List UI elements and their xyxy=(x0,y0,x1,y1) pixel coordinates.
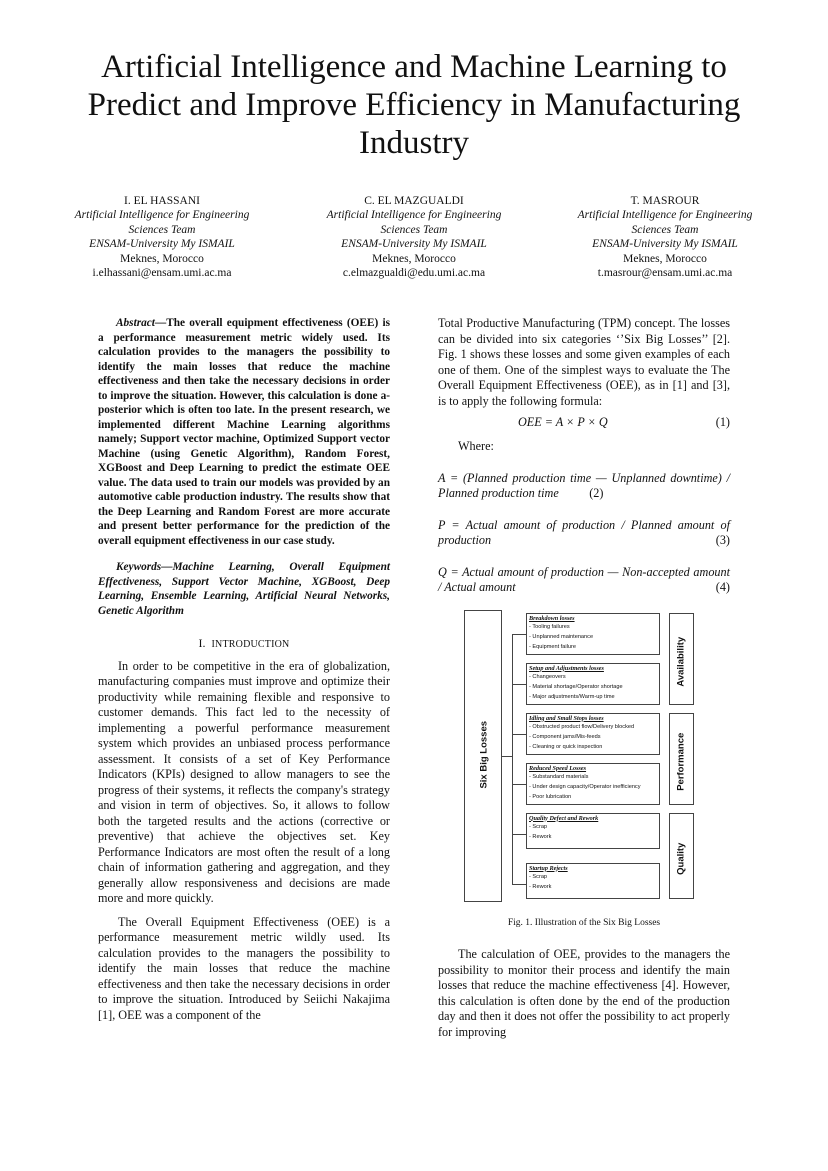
category-item: - Under design capacity/Operator inefficiency xyxy=(529,783,659,793)
equation-expression: P = Actual amount of production / Planned amount of production xyxy=(438,517,730,547)
author-affiliation: Sciences Team xyxy=(631,223,699,236)
group-performance xyxy=(669,713,694,805)
category-item: - Obstructed product flow/Delivery blocked xyxy=(529,723,659,733)
author-email: t.masrour@ensam.umi.ac.ma xyxy=(597,267,733,280)
author-affiliation: Artificial Intelligence for Engineering xyxy=(326,209,502,222)
author-name: I. EL HASSANI xyxy=(124,195,200,207)
connector-line xyxy=(512,634,513,884)
category-title: Reduced Speed Losses xyxy=(529,764,587,772)
equation-number: (3) xyxy=(715,533,730,547)
loss-category-idling xyxy=(526,713,660,755)
author-affiliation: Artificial Intelligence for Engineering xyxy=(577,209,753,222)
group-label: Availability xyxy=(675,636,687,687)
category-item: - Changeovers xyxy=(529,673,659,683)
equation-1 xyxy=(438,415,730,437)
equation-4 xyxy=(438,565,730,596)
equation-expression: OEE = A × P × Q xyxy=(518,415,608,429)
author-city: Meknes, Morocco xyxy=(120,252,204,265)
left-column xyxy=(98,316,390,1023)
abstract-label: Abstract xyxy=(116,317,155,329)
group-quality xyxy=(669,813,694,899)
category-item: - Rework xyxy=(529,833,659,843)
author-name: T. MASROUR xyxy=(630,195,700,207)
paper-title: Artificial Intelligence and Machine Learning to Predict and Improve Efficiency in Manufacturing Industry xyxy=(87,49,741,161)
equation-3 xyxy=(438,518,730,549)
author-email: i.elhassani@ensam.umi.ac.ma xyxy=(92,267,232,280)
category-item: - Substandard materials xyxy=(529,773,659,783)
author-affiliation: Artificial Intelligence for Engineering xyxy=(74,209,250,222)
author-name: C. EL MAZGUALDI xyxy=(364,195,464,207)
connector-line xyxy=(512,734,526,735)
category-item: - Component jams/Mis-feeds xyxy=(529,733,659,743)
author-3 xyxy=(550,194,780,280)
intro-paragraph-2: The Overall Equipment Effectiveness (OEE) is a performance measurement metric wildly used. Its calculation provides to the managers the possibility to identify the main losses that reduce the machine effectiveness and then take the necessary decisions in order to improve the situation. Introduced by Seiichi Nakajima [1], OEE was a component of the xyxy=(98,914,390,1022)
connector-line xyxy=(512,834,526,835)
section-number: I. xyxy=(198,636,206,650)
section-heading xyxy=(98,636,390,653)
category-item: - Unplanned maintenance xyxy=(529,633,659,643)
equation-number: (1) xyxy=(715,415,730,429)
right-column xyxy=(438,316,730,1040)
category-item: - Poor lubrication xyxy=(529,793,659,803)
category-item: - Equipment failure xyxy=(529,643,659,653)
group-label: Performance xyxy=(675,732,687,791)
six-big-losses-figure xyxy=(464,610,694,902)
author-email: c.elmazgualdi@edu.umi.ac.ma xyxy=(342,267,486,280)
loss-category-setup xyxy=(526,663,660,705)
category-title: Quality Defect and Rework xyxy=(529,814,599,822)
equation-number: (4) xyxy=(715,580,730,594)
connector-line xyxy=(512,684,526,685)
connector-line xyxy=(512,884,526,885)
category-item: - Tooling failures xyxy=(529,623,659,633)
equation-expression: A = (Planned production time — Unplanned downtime) / Planned production time xyxy=(438,470,730,500)
loss-category-quality-defect xyxy=(526,813,660,849)
abstract-text: —The overall equipment effectiveness (OEE) is a performance measurement metric widely used. Its calculation provides to the managers the possibility to identify the main losses that reduce the machine effectiveness and then take the necessary decisions in order to improve the situation. However, this calculation is done a-posterior which is often too late. In the present research, we implemented different Machine Learning algorithms namely; Support vector machine, Optimized Support vector Machine (using Genetic Algorithm), Random Forest, XGBoost and Deep Learning to predict the estimate OEE value. The data used to train our models was provided by an automotive cable production industry. The results show that the Deep Learning and Random Forest are more accurate and present better performance for the prediction of the overall equipment effectiveness in our case study. xyxy=(98,317,390,547)
category-item: - Scrap xyxy=(529,873,659,883)
connector-line xyxy=(512,784,526,785)
group-availability xyxy=(669,613,694,705)
abstract xyxy=(98,316,390,548)
author-affiliation: ENSAM-University My ISMAIL xyxy=(341,238,487,251)
loss-category-startup-rejects xyxy=(526,863,660,899)
equation-number: (2) xyxy=(589,486,604,500)
author-1 xyxy=(47,194,277,280)
category-item: - Material shortage/Operator shortage xyxy=(529,683,659,693)
category-title: Idling and Small Stops losses xyxy=(529,714,604,722)
author-affiliation: Sciences Team xyxy=(128,223,196,236)
author-city: Meknes, Morocco xyxy=(372,252,456,265)
six-big-losses-label: Six Big Losses xyxy=(478,720,490,789)
keywords: Keywords—Machine Learning, Overall Equipment Effectiveness, Support Vector Machine, XGBoost, Deep Learning, Ensemble Learning, Artificial Neural Networks, Genetic Algorithm xyxy=(98,561,390,617)
category-title: Breakdown losses xyxy=(529,614,575,622)
author-city: Meknes, Morocco xyxy=(623,252,707,265)
category-item: - Rework xyxy=(529,883,659,893)
where-label: Where: xyxy=(458,439,494,453)
category-item: - Cleaning or quick inspection xyxy=(529,743,659,753)
group-label: Quality xyxy=(675,842,687,875)
figure-caption: Fig. 1. Illustration of the Six Big Losses xyxy=(507,917,661,928)
category-title: Setup and Adjustments losses xyxy=(529,664,604,672)
body-paragraph: Total Productive Manufacturing (TPM) concept. The losses can be divided into six categories ‘’Six Big Losses’’ [2]. Fig. 1 shows these losses and some given examples of each one of them. One of the simplest ways to evaluate the The Overall Equipment Effectiveness (OEE), as in [1] and [3], is to apply the following formula: xyxy=(438,316,730,408)
author-affiliation: Sciences Team xyxy=(380,223,448,236)
equation-2 xyxy=(438,471,730,502)
category-item: - Scrap xyxy=(529,823,659,833)
author-2 xyxy=(299,194,529,280)
connector-line xyxy=(512,634,526,635)
intro-paragraph-1: In order to be competitive in the era of globalization, manufacturing companies must improve and optimize their productivity while remaining flexible and responsive to customer demands. This fact led to the necessity of implementing a powerful performance measurement system which provides an unbiased process performance assessment. It consists of a set of Key Performance Indicators (KPIs) designed to allow managers to see the progress of their systems, it reflects the company's strategy and vision in term of objectives. So, it allows to follow both the targeted results and the actions (corrective or preventive) that achieve the objectives set. Key Performance Indicators are most often the result of a long chain of information gathering and aggregation, and they generally allow responsiveness and decisions are made more and more quickly. xyxy=(98,658,390,905)
body-paragraph: The calculation of OEE, provides to the managers the possibility to monitor their process and identify the main losses that reduce the machine effectiveness [4]. However, this calculation is often done by the end of the production day and then it does not offer the possibility to act properly for improving xyxy=(438,947,730,1039)
connector-line xyxy=(502,756,512,757)
category-title: Startup Rejects xyxy=(529,864,568,872)
equation-expression: Q = Actual amount of production — Non-accepted amount / Actual amount xyxy=(438,564,730,594)
loss-category-reduced-speed xyxy=(526,763,660,805)
author-affiliation: ENSAM-University My ISMAIL xyxy=(592,238,738,251)
six-big-losses-box xyxy=(464,610,502,902)
section-title: INTRODUCTION xyxy=(211,639,290,650)
author-affiliation: ENSAM-University My ISMAIL xyxy=(89,238,235,251)
category-item: - Major adjustments/Warm-up time xyxy=(529,693,659,703)
loss-category-breakdown xyxy=(526,613,660,655)
